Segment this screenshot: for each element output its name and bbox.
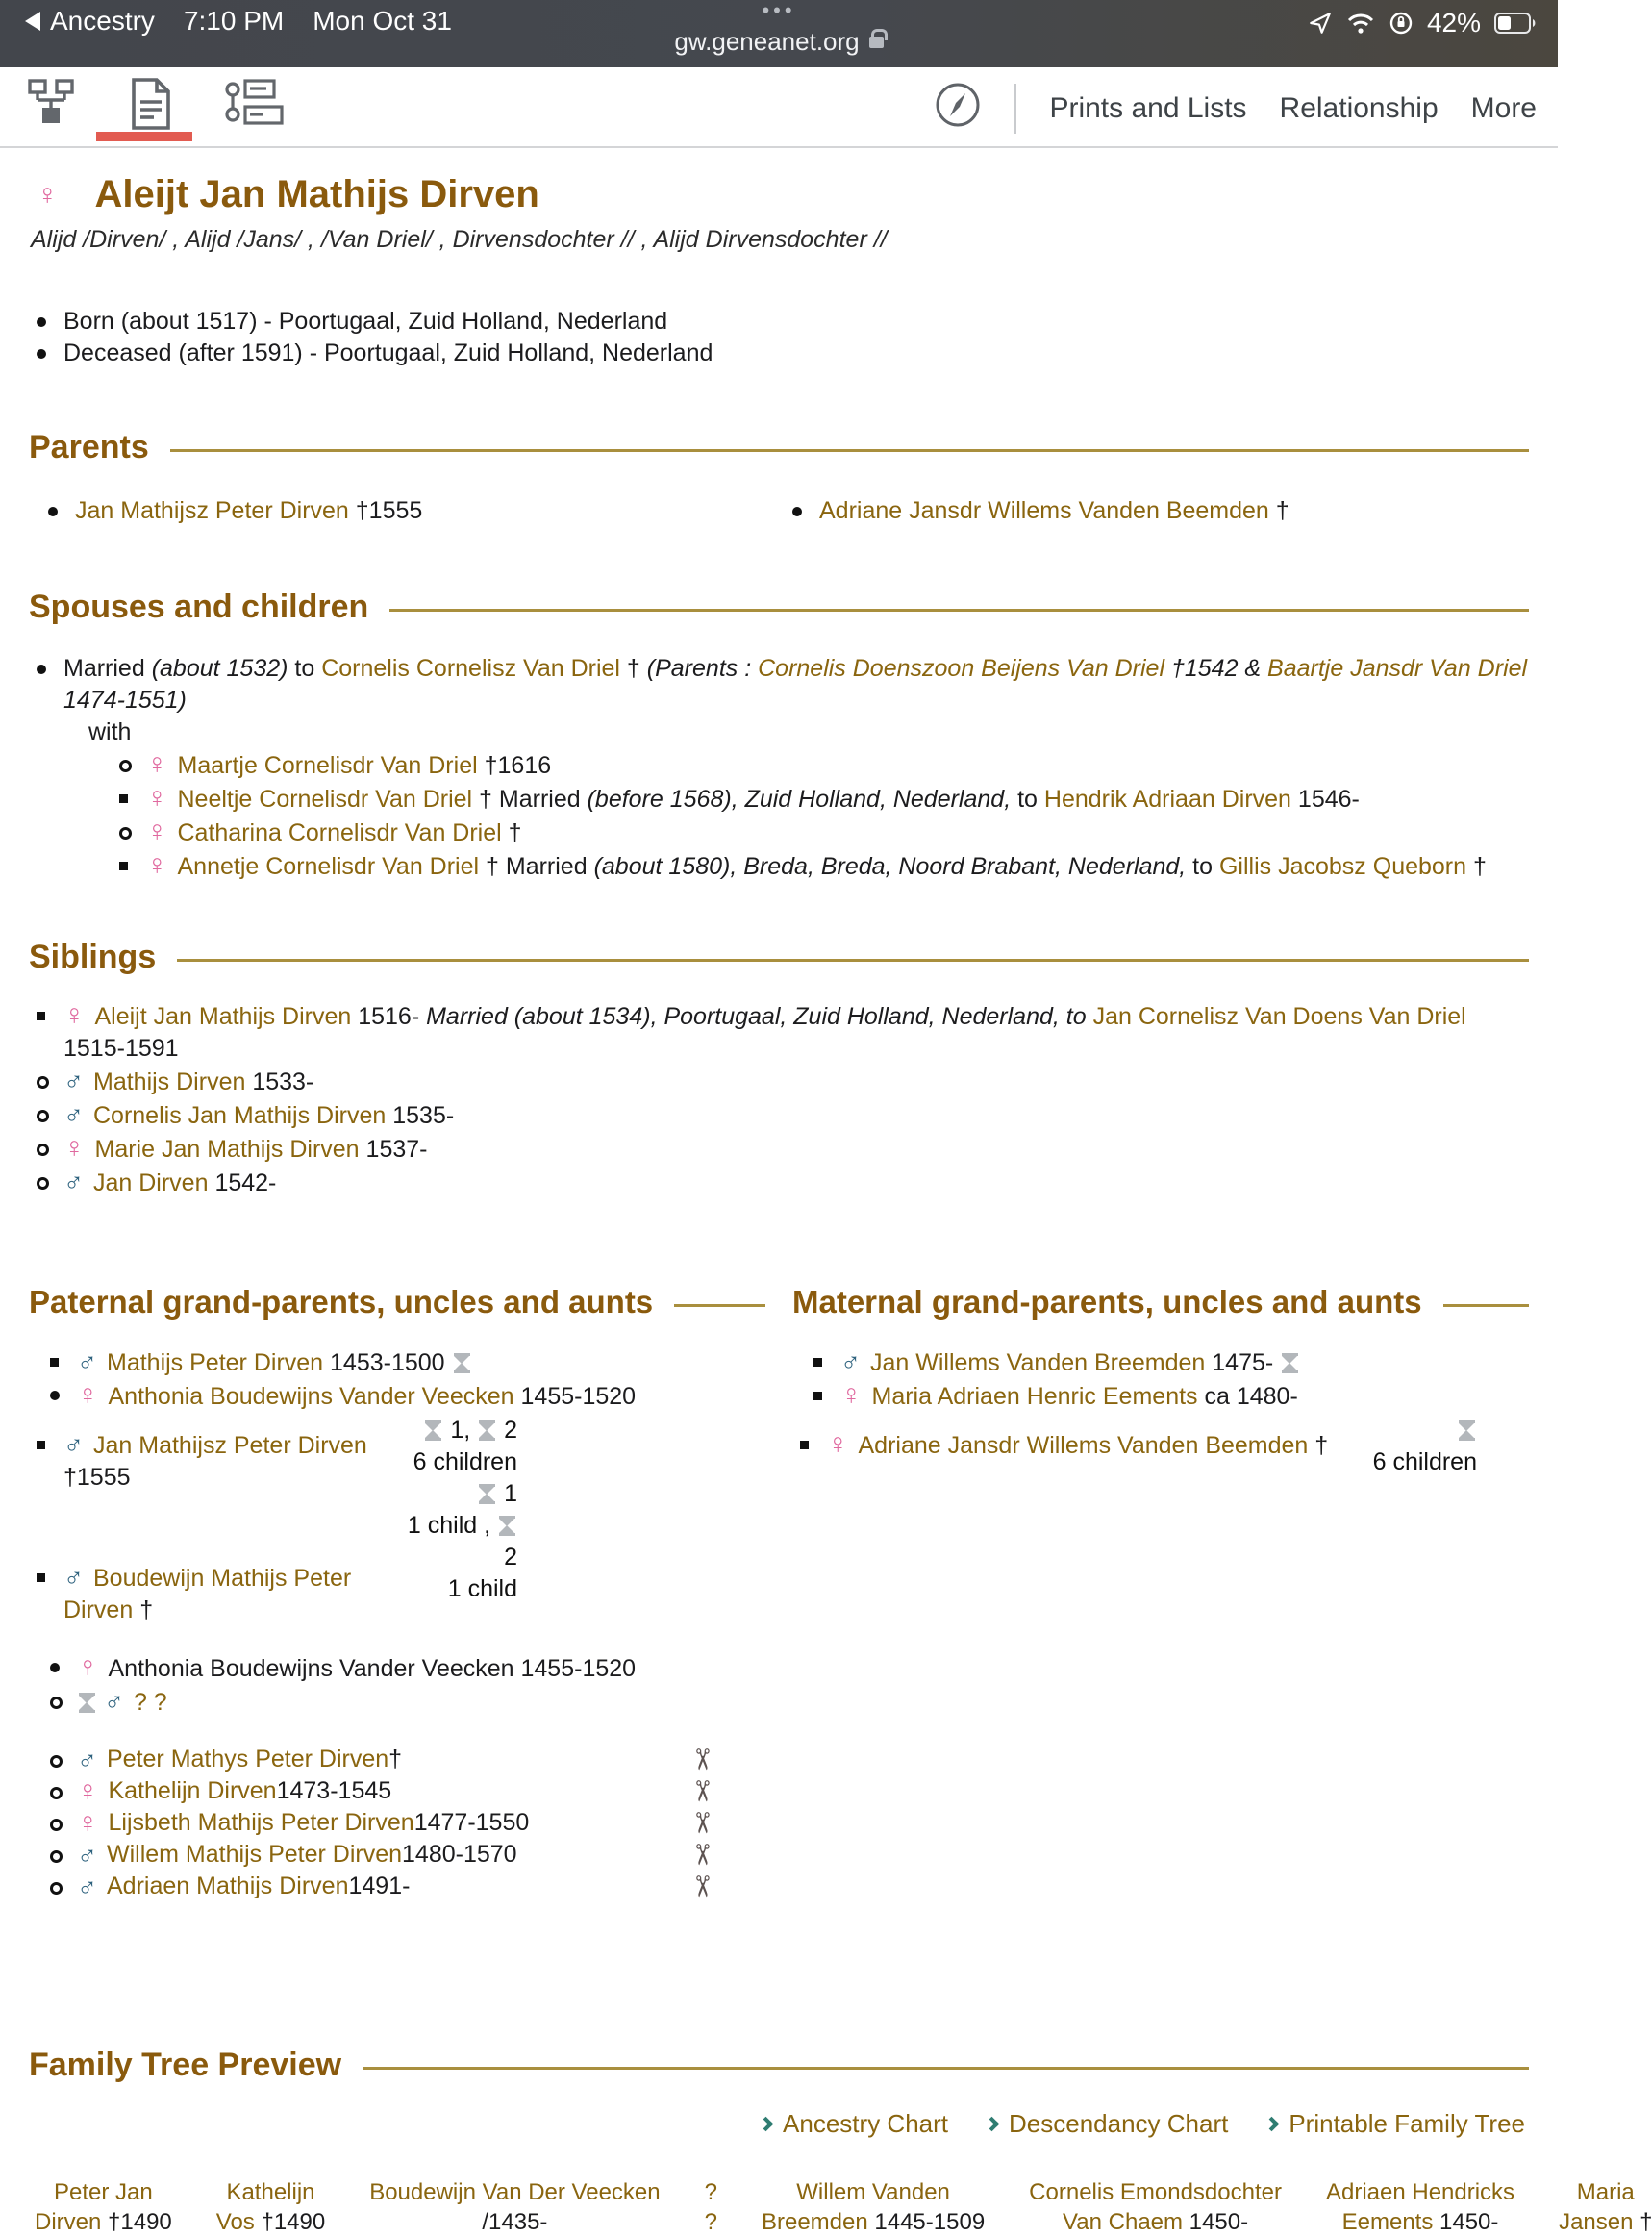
clock-label: 7:10 PM xyxy=(183,6,285,36)
list-item xyxy=(42,1561,373,1626)
person-link[interactable]: Jan Mathijsz Peter Dirven xyxy=(93,1432,367,1459)
section-rule xyxy=(177,959,1529,962)
descendancy-chart-link[interactable]: Descendancy Chart xyxy=(987,2109,1228,2139)
male-icon: ♂ xyxy=(77,1745,97,1774)
record-view-button[interactable] xyxy=(128,77,174,136)
person-link[interactable]: ? ? xyxy=(133,1689,167,1716)
location-arrow-icon xyxy=(1308,11,1333,36)
address-bar[interactable] xyxy=(674,27,883,57)
section-title-parents: Parents xyxy=(29,429,149,465)
list-item xyxy=(29,1166,1529,1199)
paternal-uncles-block xyxy=(29,1415,517,1626)
list-item xyxy=(806,1379,1529,1413)
person-link[interactable]: Boudewijn Van Der Veecken xyxy=(369,2179,661,2205)
maternal-grandparents-list xyxy=(792,1345,1529,1413)
text: 1455-1520 xyxy=(513,1383,637,1410)
person-link[interactable]: Aleijt Jan Mathijs Dirven xyxy=(94,1003,352,1030)
orientation-lock-icon xyxy=(1389,11,1414,36)
text: 1450- xyxy=(1433,2209,1499,2235)
ancestry-chart-link[interactable]: Ancestry Chart xyxy=(761,2109,948,2139)
paternal-cut-list xyxy=(29,1744,717,1902)
siblings-list xyxy=(29,999,1529,1199)
tree-view-button[interactable] xyxy=(24,77,78,134)
text: 1516- xyxy=(351,1003,427,1030)
chevron-icon xyxy=(1264,2117,1280,2132)
person-link[interactable]: Willem Vanden xyxy=(796,2179,950,2205)
document-icon xyxy=(128,77,174,131)
person-link[interactable]: Lijsbeth Mathijs Peter Dirven xyxy=(108,1809,414,1836)
battery-icon xyxy=(1494,13,1537,34)
person-link[interactable]: Breemden xyxy=(761,2209,868,2235)
text: 1445-1509 xyxy=(867,2209,986,2235)
female-icon: ♀ xyxy=(77,1775,99,1807)
paternal-column xyxy=(29,1284,765,1902)
tree-view-icon xyxy=(24,77,78,129)
annotation-line xyxy=(373,1573,517,1605)
text: † Married xyxy=(472,786,588,813)
tree-person-line xyxy=(216,2207,325,2237)
maternal-mother-block xyxy=(792,1415,1477,1478)
tree-column xyxy=(369,2177,660,2237)
list-item xyxy=(29,306,1529,338)
tree-column xyxy=(1029,2177,1282,2237)
tree-person-line xyxy=(705,2177,717,2207)
tree-person-line xyxy=(35,2207,172,2237)
text: †1555 xyxy=(348,497,423,524)
text: 1475- xyxy=(1205,1349,1281,1376)
tree-person-line xyxy=(762,2177,985,2207)
person-link[interactable]: ? xyxy=(704,2179,717,2205)
printable-family-tree-link[interactable]: Printable Family Tree xyxy=(1266,2109,1525,2139)
person-link[interactable]: Cornelis Cornelisz Van Driel xyxy=(321,655,620,682)
text: 2 xyxy=(497,1417,517,1444)
annotation-line xyxy=(373,1446,517,1478)
text: 1450- xyxy=(1183,2209,1249,2235)
scissors-icon[interactable]: ✂ xyxy=(685,1747,717,1772)
annotation-line xyxy=(373,1478,517,1510)
female-icon: ♀ xyxy=(146,748,168,780)
text: †1555 xyxy=(63,1464,131,1491)
person-link[interactable]: Maartje Cornelisdr Van Driel xyxy=(177,752,478,779)
text: 1542- xyxy=(208,1169,277,1196)
text: † xyxy=(388,1746,403,1772)
text-italic: (Parents : xyxy=(646,655,759,682)
male-icon: ♂ xyxy=(63,1066,84,1095)
female-icon: ♀ xyxy=(77,1807,99,1839)
timeline-icon xyxy=(224,77,288,129)
list-item xyxy=(42,1345,765,1379)
text: 1546- xyxy=(1290,786,1360,813)
text: Married xyxy=(63,655,152,682)
marriage-item xyxy=(29,653,1529,716)
section-title-siblings: Siblings xyxy=(29,939,157,975)
section-title-family-tree-preview: Family Tree Preview xyxy=(29,2047,342,2083)
site-toolbar xyxy=(0,67,1558,148)
tree-person-line xyxy=(1326,2177,1514,2207)
tree-column xyxy=(35,2177,172,2237)
text: 1477-1550 xyxy=(413,1809,530,1836)
maternal-column xyxy=(792,1284,1529,1902)
compass-icon xyxy=(934,81,982,129)
person-link[interactable]: ? xyxy=(704,2209,717,2235)
person-link[interactable]: Jan Cornelisz Van Doens Van Driel xyxy=(1092,1003,1466,1030)
text: † xyxy=(619,655,647,682)
list-item xyxy=(42,1775,717,1807)
tree-column xyxy=(216,2177,325,2237)
text: 2 xyxy=(504,1544,517,1571)
tree-column xyxy=(705,2177,717,2237)
male-icon: ♂ xyxy=(63,1562,84,1592)
tree-column xyxy=(1326,2177,1514,2237)
male-icon: ♂ xyxy=(103,1686,124,1716)
person-link[interactable]: Peter Mathys Peter Dirven xyxy=(107,1746,389,1772)
list-item xyxy=(42,1744,717,1775)
section-title-maternal: Maternal grand-parents, uncles and aunts xyxy=(792,1284,1422,1320)
list-item xyxy=(42,1379,765,1413)
hourglass-icon[interactable] xyxy=(454,1353,470,1373)
text: †1490 xyxy=(101,2209,172,2235)
person-link[interactable]: Dirven xyxy=(35,2209,102,2235)
person-link[interactable]: Neeltje Cornelisdr Van Driel xyxy=(177,786,473,813)
section-rule xyxy=(674,1304,765,1307)
text: † xyxy=(1268,497,1289,524)
person-link[interactable]: Mathijs Peter Dirven xyxy=(107,1349,324,1376)
tree-person-line xyxy=(762,2207,985,2237)
url-label: gw.geneanet.org xyxy=(674,27,860,56)
person-link[interactable]: Anthonia Boudewijns Vander Veecken xyxy=(108,1383,514,1410)
toolbar-divider xyxy=(1014,84,1016,134)
grandmother-group-list xyxy=(29,1651,765,1719)
hourglass-icon[interactable] xyxy=(1282,1353,1298,1373)
tree-person-line xyxy=(216,2177,325,2207)
menu-item-prints-and-lists[interactable]: Prints and Lists xyxy=(1049,92,1247,124)
hourglass-icon[interactable] xyxy=(499,1516,515,1536)
list-item xyxy=(29,1132,1529,1166)
text: 1480-1570 xyxy=(402,1841,517,1868)
hourglass-icon[interactable] xyxy=(79,1693,95,1713)
person-link[interactable]: Boudewijn Mathijs Peter Dirven xyxy=(63,1565,352,1623)
female-icon: ♀ xyxy=(146,816,168,847)
annotation-line xyxy=(1333,1446,1477,1478)
alias-line: Alijd /Dirven/ , Alijd /Jans/ , /Van Driel/ , Dirvensdochter // , Alijd Dirvensdochter // xyxy=(31,226,888,253)
scissors-icon[interactable]: ✂ xyxy=(685,1810,717,1836)
list-item xyxy=(42,1839,717,1871)
text: † xyxy=(1466,853,1487,880)
page-content xyxy=(0,173,1652,2237)
text: †1490 xyxy=(254,2209,326,2235)
text-italic: Married (about 1534), Poortugaal, Zuid Holland, Nederland, to xyxy=(426,1003,1093,1030)
text: to xyxy=(1186,853,1219,880)
compass-button[interactable] xyxy=(934,81,982,137)
person-link[interactable]: Adriane Jansdr Willems Vanden Beemden xyxy=(819,497,1269,524)
chevron-icon xyxy=(985,2117,1000,2132)
parents-list xyxy=(29,495,1529,527)
annotation-line xyxy=(373,1415,517,1446)
text: † Married xyxy=(479,853,594,880)
list-item xyxy=(42,1685,765,1719)
text: 1533- xyxy=(245,1068,314,1095)
person-link[interactable]: Annetje Cornelisdr Van Driel xyxy=(177,853,480,880)
text: 1 child xyxy=(447,1575,517,1602)
person-link[interactable]: Maria xyxy=(1576,2179,1635,2205)
menu-item-more[interactable]: More xyxy=(1470,92,1537,124)
text: 1491- xyxy=(348,1873,411,1899)
text: to xyxy=(288,655,322,682)
tree-column xyxy=(1559,2177,1652,2237)
text: Anthonia Boudewijns Vander Veecken 1455-1520 xyxy=(108,1655,637,1682)
text: 1515-1591 xyxy=(63,1035,179,1062)
text: †1616 xyxy=(477,752,552,779)
person-link[interactable]: Peter Jan xyxy=(54,2179,153,2205)
female-icon: ♀ xyxy=(146,849,168,881)
text: † xyxy=(1633,2209,1652,2235)
events-list xyxy=(29,306,1529,369)
annotation-line xyxy=(373,1510,517,1542)
list-item xyxy=(29,1065,1529,1098)
text: 1535- xyxy=(386,1102,455,1129)
person-link[interactable]: Adriaen Mathijs Dirven xyxy=(107,1873,349,1899)
annotation-line xyxy=(1333,1415,1477,1446)
active-tab-underline xyxy=(96,132,192,141)
female-icon: ♀ xyxy=(63,1132,86,1164)
text-italic: †1542 & xyxy=(1164,655,1268,682)
tree-person-line xyxy=(1326,2207,1514,2237)
male-icon: ♂ xyxy=(63,1099,84,1129)
text: 6 children xyxy=(413,1448,517,1475)
text: 1473-1545 xyxy=(276,1777,392,1804)
male-icon: ♂ xyxy=(77,1346,97,1376)
list-item xyxy=(806,1428,1333,1462)
hourglass-icon[interactable] xyxy=(1459,1420,1475,1441)
text: 6 children xyxy=(1372,1448,1477,1475)
section-title-paternal: Paternal grand-parents, uncles and aunts xyxy=(29,1284,654,1320)
person-link[interactable]: Marie Jan Mathijs Dirven xyxy=(94,1136,360,1163)
text: to xyxy=(1011,786,1044,813)
text: Born (about 1517) - Poortugaal, Zuid Holland, Nederland xyxy=(63,308,668,335)
wifi-icon xyxy=(1346,12,1375,35)
person-link[interactable]: Cornelis Emondsdochter xyxy=(1029,2179,1282,2205)
annotation-block xyxy=(1333,1415,1477,1478)
person-link[interactable]: Kathelijn Dirven xyxy=(108,1777,277,1804)
list-item xyxy=(112,782,1529,816)
person-link[interactable]: Willem Mathijs Peter Dirven xyxy=(107,1841,403,1868)
tree-links-row xyxy=(29,2109,1529,2139)
children-list xyxy=(112,748,1529,883)
person-link[interactable]: Mathijs Dirven xyxy=(93,1068,246,1095)
list-item xyxy=(112,748,1529,782)
female-icon: ♀ xyxy=(63,999,86,1031)
text: 1 xyxy=(497,1480,517,1507)
text-italic: 1474-1551) xyxy=(63,687,187,714)
male-icon: ♂ xyxy=(77,1872,97,1901)
annotation-line xyxy=(373,1542,517,1573)
tree-person-line xyxy=(1559,2207,1652,2237)
tree-person-line xyxy=(35,2177,172,2207)
male-icon: ♂ xyxy=(63,1429,84,1459)
tree-person-line xyxy=(369,2177,660,2207)
scissors-icon[interactable]: ✂ xyxy=(685,1778,717,1804)
paternal-grandparents-list xyxy=(29,1345,765,1413)
timeline-view-button[interactable] xyxy=(224,77,288,134)
person-link[interactable]: Jan Mathijsz Peter Dirven xyxy=(75,497,349,524)
male-icon: ♂ xyxy=(840,1346,861,1376)
hourglass-icon[interactable] xyxy=(479,1420,495,1441)
tree-person-line xyxy=(705,2207,717,2237)
scissors-icon[interactable]: ✂ xyxy=(685,1842,717,1868)
list-item xyxy=(29,653,1529,716)
annotation-block xyxy=(373,1415,517,1626)
tree-preview xyxy=(29,2177,1652,2237)
tree-person-line xyxy=(1029,2207,1282,2237)
text: 1537- xyxy=(359,1136,428,1163)
list-item xyxy=(29,1098,1529,1132)
text: 1453-1500 xyxy=(323,1349,452,1376)
list-item xyxy=(29,999,1529,1065)
text-italic: (about 1532) xyxy=(151,655,288,682)
tree-column xyxy=(762,2177,985,2237)
person-link[interactable]: Kathelijn xyxy=(226,2179,315,2205)
text xyxy=(97,1689,104,1716)
person-link[interactable]: Adriane Jansdr Willems Vanden Beemden xyxy=(858,1432,1309,1459)
text-italic: (before 1568), Zuid Holland, Nederland, xyxy=(587,786,1012,813)
text: 1, xyxy=(443,1417,478,1444)
section-rule xyxy=(170,449,1529,452)
list-item xyxy=(42,1807,717,1839)
battery-percent: 42% xyxy=(1426,8,1481,38)
text: † xyxy=(1308,1432,1329,1459)
page-title: Aleijt Jan Mathijs Dirven xyxy=(94,173,539,215)
person-link[interactable]: Jan Willems Vanden Breemden xyxy=(870,1349,1206,1376)
section-rule xyxy=(363,2067,1529,2070)
list-item xyxy=(112,849,1529,883)
text: /1435- xyxy=(482,2209,548,2235)
female-icon: ♀ xyxy=(827,1428,849,1460)
person-link[interactable]: Catharina Cornelisdr Van Driel xyxy=(177,819,502,846)
tree-person-line xyxy=(1559,2177,1652,2207)
person-link[interactable]: Cornelis Doenszoon Beijens Van Driel xyxy=(758,655,1165,682)
person-link[interactable]: Van Chaem xyxy=(1063,2209,1184,2235)
male-icon: ♂ xyxy=(63,1167,84,1196)
section-rule xyxy=(1443,1304,1529,1307)
scissors-icon[interactable]: ✂ xyxy=(685,1873,717,1899)
menu-item-relationship[interactable]: Relationship xyxy=(1279,92,1439,124)
text: Deceased (after 1591) - Poortugaal, Zuid Holland, Nederland xyxy=(63,339,713,366)
section-rule xyxy=(389,609,1529,612)
lock-icon xyxy=(869,37,884,48)
female-icon: ♀ xyxy=(37,178,59,211)
date-label: Mon Oct 31 xyxy=(313,6,452,36)
hourglass-icon[interactable] xyxy=(425,1420,441,1441)
list-item xyxy=(42,1871,717,1902)
list-item xyxy=(40,495,785,527)
person-link[interactable]: Hendrik Adriaan Dirven xyxy=(1043,786,1291,813)
female-icon: ♀ xyxy=(146,782,168,814)
person-link[interactable]: Baartje Jansdr Van Driel xyxy=(1267,655,1528,682)
list-item xyxy=(42,1428,373,1494)
female-icon: ♀ xyxy=(840,1379,863,1411)
list-item xyxy=(42,1651,765,1685)
person-link[interactable]: Gillis Jacobsz Queborn xyxy=(1218,853,1467,880)
text: ca 1480- xyxy=(1197,1383,1298,1410)
with-label: with xyxy=(88,718,132,745)
person-link[interactable]: Adriaen Hendricks xyxy=(1325,2179,1515,2205)
status-bar xyxy=(0,0,1558,67)
person-link[interactable]: Eements xyxy=(1341,2209,1434,2235)
male-icon: ♂ xyxy=(77,1840,97,1870)
section-title-spouses: Spouses and children xyxy=(29,589,369,625)
list-item xyxy=(806,1345,1529,1379)
list-item xyxy=(29,338,1529,369)
chevron-icon xyxy=(759,2117,774,2132)
female-icon: ♀ xyxy=(77,1651,99,1683)
back-app-label: Ancestry xyxy=(50,6,155,36)
person-link[interactable]: Vos xyxy=(215,2209,255,2235)
female-icon: ♀ xyxy=(77,1379,99,1411)
tab-dots[interactable]: ••• xyxy=(762,0,796,22)
person-link[interactable]: Cornelis Jan Mathijs Dirven xyxy=(93,1102,387,1129)
person-link[interactable]: Maria Adriaen Henric Eements xyxy=(871,1383,1198,1410)
person-link[interactable]: Jan Dirven xyxy=(93,1169,209,1196)
text: † xyxy=(501,819,522,846)
hourglass-icon[interactable] xyxy=(479,1484,495,1504)
text: † xyxy=(133,1596,154,1623)
tree-person-line xyxy=(1029,2177,1282,2207)
text: 1 child , xyxy=(407,1512,497,1539)
list-item xyxy=(785,495,1529,527)
text-italic: (about 1580), Breda, Breda, Noord Brabant, Nederland, xyxy=(593,853,1187,880)
list-item xyxy=(112,816,1529,849)
person-link[interactable]: Jansen xyxy=(1559,2209,1634,2235)
tree-person-line xyxy=(369,2207,660,2237)
